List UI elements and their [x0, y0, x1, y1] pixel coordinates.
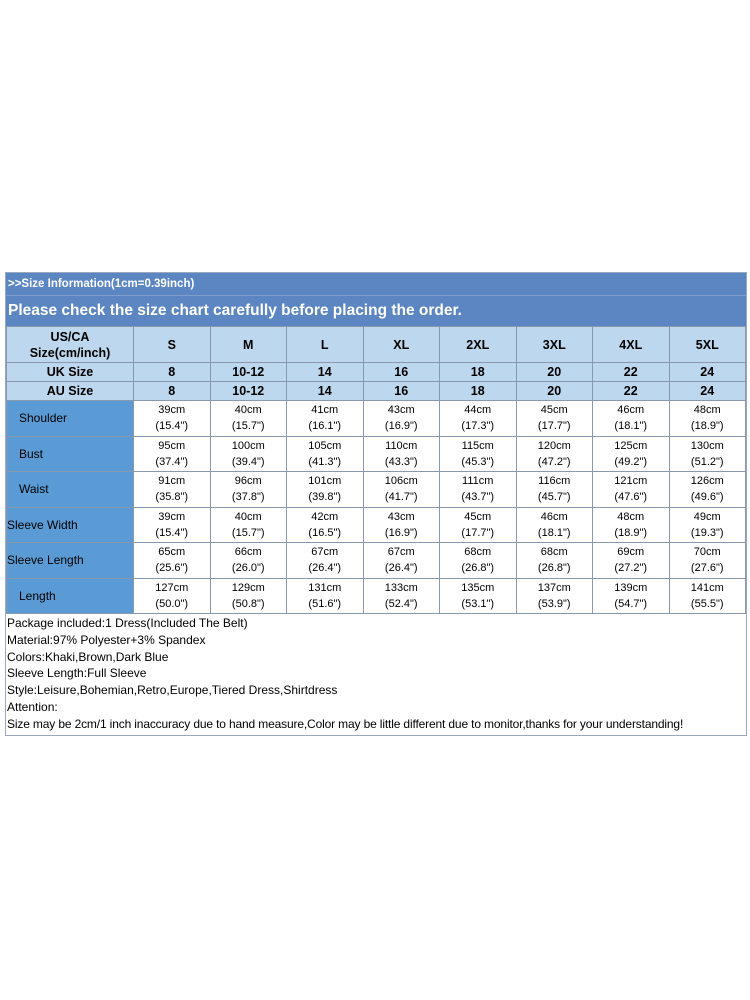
measurement-cell — [287, 401, 364, 437]
size-value: 16 — [363, 363, 440, 382]
measurement-cell — [516, 436, 593, 472]
inch-value: (15.7") — [231, 526, 265, 539]
inch-value: (47.6") — [614, 491, 648, 504]
measurement-cell — [593, 507, 670, 543]
note-sleeve-length: Sleeve Length:Full Sleeve — [7, 666, 147, 681]
inch-value: (15.7") — [231, 420, 265, 433]
cm-value: 46cm — [617, 404, 645, 417]
cm-value: 65cm — [158, 546, 186, 559]
measurement-cell — [287, 543, 364, 579]
measurement-cell — [363, 543, 440, 579]
size-value: 24 — [669, 363, 746, 382]
measurement-cell — [440, 543, 517, 579]
size-row-label: US/CA Size(cm/inch) — [7, 327, 134, 363]
size-value: L — [287, 327, 364, 363]
inch-value: (17.7") — [461, 526, 495, 539]
measurement-cell — [516, 472, 593, 508]
size-value: 16 — [363, 382, 440, 401]
cm-value: 95cm — [158, 439, 186, 452]
measurement-label: Sleeve Length — [7, 543, 134, 579]
measurement-cell — [440, 401, 517, 437]
cm-value: 101cm — [308, 475, 342, 488]
size-value: 22 — [593, 382, 670, 401]
cm-value: 68cm — [464, 546, 492, 559]
cm-value: 45cm — [464, 510, 492, 523]
cm-value: 120cm — [537, 439, 571, 452]
cm-value: 70cm — [693, 546, 721, 559]
inch-value: (35.8") — [155, 491, 189, 504]
measurement-cell — [287, 436, 364, 472]
cm-value: 96cm — [234, 475, 262, 488]
measurement-cell — [134, 543, 211, 579]
inch-value: (16.5") — [308, 526, 342, 539]
size-value: 2XL — [440, 327, 517, 363]
cm-value: 40cm — [234, 510, 262, 523]
measurement-cell — [210, 472, 287, 508]
inch-value: (26.8") — [537, 562, 571, 575]
cm-value: 121cm — [614, 475, 648, 488]
inch-value: (26.0") — [231, 562, 265, 575]
inch-value: (52.4") — [384, 597, 418, 610]
inch-value: (49.6") — [690, 491, 724, 504]
measurement-cell — [210, 401, 287, 437]
measurement-cell — [669, 436, 746, 472]
measurement-cell — [593, 543, 670, 579]
measurement-cell — [516, 507, 593, 543]
inch-value: (51.6") — [308, 597, 342, 610]
inch-value: (50.0") — [155, 597, 189, 610]
cm-value: 40cm — [234, 404, 262, 417]
measurement-row — [7, 507, 746, 543]
size-value: 14 — [287, 363, 364, 382]
cm-value: 116cm — [538, 475, 571, 488]
size-row — [7, 382, 746, 401]
inch-value: (43.3") — [384, 455, 418, 468]
inch-value: (16.9") — [384, 420, 418, 433]
cm-value: 139cm — [614, 581, 648, 594]
cm-value: 69cm — [617, 546, 645, 559]
measurement-row — [7, 436, 746, 472]
size-value: XL — [363, 327, 440, 363]
note-material: Material:97% Polyester+3% Spandex — [7, 632, 206, 647]
cm-value: 39cm — [158, 510, 186, 523]
inch-value: (53.9") — [537, 597, 571, 610]
cm-value: 137cm — [537, 581, 571, 594]
inch-value: (39.4") — [231, 455, 265, 468]
inch-value: (47.2") — [537, 455, 571, 468]
cm-value: 46cm — [540, 510, 568, 523]
measurement-cell — [516, 401, 593, 437]
inch-value: (26.4") — [384, 562, 418, 575]
measurement-cell — [669, 543, 746, 579]
cm-value: 67cm — [387, 546, 415, 559]
measurement-cell — [363, 472, 440, 508]
measurement-cell — [134, 578, 211, 614]
note-package: Package included:1 Dress(Included The Belt) — [7, 616, 248, 630]
size-value: 4XL — [593, 327, 670, 363]
inch-value: (25.6") — [155, 562, 189, 575]
cm-value: 43cm — [387, 404, 415, 417]
size-row — [7, 327, 746, 363]
inch-value: (55.5") — [690, 597, 724, 610]
measurement-cell — [440, 472, 517, 508]
cm-value: 110cm — [385, 439, 418, 452]
cm-value: 41cm — [311, 404, 339, 417]
inch-value: (18.9") — [614, 526, 648, 539]
note-attention: Attention: — [7, 699, 58, 714]
measurement-row — [7, 401, 746, 437]
measurement-label: Shoulder — [7, 401, 134, 437]
inch-value: (51.2") — [690, 455, 724, 468]
cm-value: 115cm — [461, 439, 494, 452]
inch-value: (45.7") — [537, 491, 571, 504]
measurement-cell — [440, 507, 517, 543]
inch-value: (54.7") — [614, 597, 648, 610]
measurement-row — [7, 472, 746, 508]
size-value: S — [134, 327, 211, 363]
size-value: 14 — [287, 382, 364, 401]
cm-value: 130cm — [690, 439, 724, 452]
measurement-cell — [134, 436, 211, 472]
inch-value: (50.8") — [231, 597, 265, 610]
note-disclaimer: Size may be 2cm/1 inch inaccuracy due to hand measure,Color may be little different due to monitor,thanks for your understanding! — [7, 716, 684, 731]
inch-value: (15.4") — [155, 526, 189, 539]
measurement-cell — [440, 578, 517, 614]
measurement-cell — [210, 507, 287, 543]
measurement-row — [7, 578, 746, 614]
cm-value: 125cm — [614, 439, 648, 452]
size-row-label: UK Size — [7, 363, 134, 382]
cm-value: 141cm — [690, 581, 724, 594]
measurement-cell — [669, 401, 746, 437]
measurement-cell — [210, 543, 287, 579]
measurement-cell — [210, 436, 287, 472]
size-row-label: AU Size — [7, 382, 134, 401]
size-table — [6, 326, 746, 614]
measurement-cell — [287, 578, 364, 614]
measurement-cell — [210, 578, 287, 614]
measurement-cell — [363, 507, 440, 543]
size-row — [7, 363, 746, 382]
measurement-cell — [516, 543, 593, 579]
measurement-cell — [363, 578, 440, 614]
size-value: 18 — [440, 363, 517, 382]
size-value: 18 — [440, 382, 517, 401]
cm-value: 105cm — [308, 439, 342, 452]
inch-value: (27.6") — [690, 562, 724, 575]
measurement-cell — [363, 401, 440, 437]
measurement-cell — [593, 436, 670, 472]
inch-value: (37.4") — [155, 455, 189, 468]
cm-value: 129cm — [231, 581, 265, 594]
cm-value: 131cm — [308, 581, 342, 594]
measurement-cell — [669, 578, 746, 614]
measurement-cell — [440, 436, 517, 472]
inch-value: (41.7") — [384, 491, 418, 504]
cm-value: 126cm — [690, 475, 724, 488]
cm-value: 48cm — [693, 404, 721, 417]
note-style: Style:Leisure,Bohemian,Retro,Europe,Tiered Dress,Shirtdress — [7, 683, 338, 698]
cm-value: 67cm — [311, 546, 339, 559]
cm-value: 127cm — [155, 581, 189, 594]
size-value: 22 — [593, 363, 670, 382]
inch-value: (16.1") — [308, 420, 342, 433]
cm-value: 44cm — [464, 404, 492, 417]
cm-value: 48cm — [617, 510, 645, 523]
inch-value: (17.7") — [537, 420, 571, 433]
inch-value: (15.4") — [155, 420, 189, 433]
size-chart — [5, 272, 747, 736]
cm-value: 135cm — [461, 581, 495, 594]
inch-value: (18.1") — [614, 420, 648, 433]
inch-value: (45.3") — [461, 455, 495, 468]
inch-value: (18.1") — [537, 526, 571, 539]
inch-value: (26.4") — [308, 562, 342, 575]
measurement-cell — [593, 578, 670, 614]
inch-value: (39.8") — [308, 491, 342, 504]
inch-value: (41.3") — [308, 455, 342, 468]
measurement-row — [7, 543, 746, 579]
measurement-cell — [287, 507, 364, 543]
measurement-cell — [669, 507, 746, 543]
measurement-cell — [363, 436, 440, 472]
cm-value: 133cm — [384, 581, 418, 594]
inch-value: (17.3") — [461, 420, 495, 433]
inch-value: (53.1") — [461, 597, 495, 610]
measurement-label: Sleeve Width — [7, 507, 134, 543]
size-value: M — [210, 327, 287, 363]
measurement-cell — [134, 401, 211, 437]
measurement-cell — [287, 472, 364, 508]
measurement-cell — [134, 507, 211, 543]
inch-value: (16.9") — [384, 526, 418, 539]
inch-value: (37.8") — [231, 491, 265, 504]
cm-value: 106cm — [384, 475, 418, 488]
size-value: 10-12 — [210, 382, 287, 401]
inch-value: (18.9") — [690, 420, 724, 433]
cm-value: 91cm — [158, 475, 186, 488]
size-value: 3XL — [516, 327, 593, 363]
size-value: 20 — [516, 363, 593, 382]
measurement-cell — [669, 472, 746, 508]
product-notes — [6, 614, 746, 735]
measurement-cell — [134, 472, 211, 508]
size-notice: Please check the size chart carefully before placing the order. — [6, 296, 746, 326]
inch-value: (43.7") — [461, 491, 495, 504]
cm-value: 43cm — [387, 510, 415, 523]
size-value: 10-12 — [210, 363, 287, 382]
cm-value: 111cm — [462, 475, 494, 488]
inch-value: (19.3") — [690, 526, 724, 539]
measurement-label: Bust — [7, 436, 134, 472]
cm-value: 39cm — [158, 404, 186, 417]
measurement-label: Waist — [7, 472, 134, 508]
cm-value: 100cm — [231, 439, 265, 452]
size-value: 8 — [134, 382, 211, 401]
measurement-cell — [593, 472, 670, 508]
size-value: 5XL — [669, 327, 746, 363]
inch-value: (27.2") — [614, 562, 648, 575]
cm-value: 42cm — [311, 510, 339, 523]
measurement-cell — [593, 401, 670, 437]
cm-value: 45cm — [540, 404, 568, 417]
measurement-cell — [516, 578, 593, 614]
size-value: 24 — [669, 382, 746, 401]
note-colors: Colors:Khaki,Brown,Dark Blue — [7, 649, 169, 664]
cm-value: 68cm — [540, 546, 568, 559]
measurement-label: Length — [7, 578, 134, 614]
size-value: 8 — [134, 363, 211, 382]
inch-value: (49.2") — [614, 455, 648, 468]
size-value: 20 — [516, 382, 593, 401]
cm-value: 49cm — [693, 510, 721, 523]
size-info-header: >>Size Information(1cm=0.39inch) — [6, 273, 746, 296]
inch-value: (26.8") — [461, 562, 495, 575]
cm-value: 66cm — [234, 546, 262, 559]
